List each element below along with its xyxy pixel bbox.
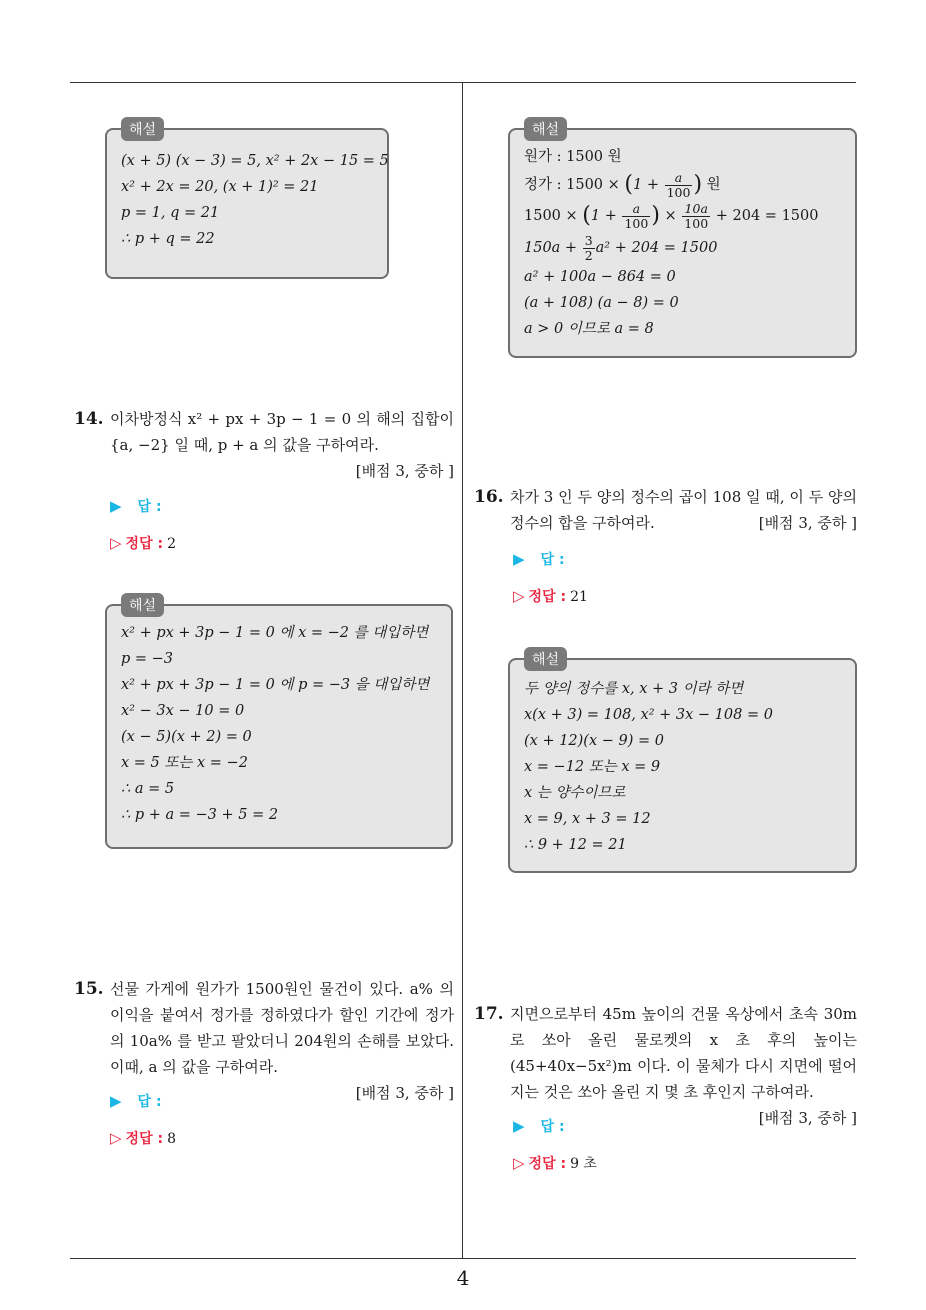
math-line: ∴ p + q = 22 — [121, 231, 215, 247]
correct-label: 정답 : — [125, 1131, 164, 1147]
math-line: 원가 : 1500 원 — [524, 149, 622, 165]
answer-prompt-17[interactable] — [513, 1116, 565, 1136]
math-line: ∴ p + a = −3 + 5 = 2 — [121, 807, 279, 823]
math-line: a > 0 이므로 a = 8 — [524, 321, 654, 337]
math-line: 정가 : 1500 × (1 + $\frac{a}{100}$ ) 원 — [524, 169, 721, 200]
math-line: p = −3 — [121, 651, 174, 667]
answer-label: 답 : — [540, 1119, 565, 1135]
explanation-tag: 해설 — [121, 593, 164, 617]
problem-number: 16. — [474, 487, 504, 507]
problem-number: 15. — [74, 979, 104, 999]
correct-value: 8 — [167, 1131, 176, 1147]
problem-14 — [74, 406, 454, 484]
math-line: (a + 108) (a − 8) = 0 — [524, 295, 679, 311]
math-line: x = 5 또는 x = −2 — [121, 755, 248, 771]
math-line: (x + 5) (x − 3) = 5, x² + 2x − 15 = 5 — [121, 153, 389, 169]
math-line: x = −12 또는 x = 9 — [524, 759, 661, 775]
explanation-box-13 — [105, 122, 389, 279]
correct-label: 정답 : — [528, 1156, 567, 1172]
correct-answer-16 — [513, 586, 588, 606]
problem-number: 17. — [474, 1004, 504, 1024]
explanation-box-15 — [508, 122, 857, 358]
top-rule — [70, 82, 856, 83]
problem-17 — [474, 1001, 857, 1131]
explanation-box-14 — [105, 598, 453, 849]
fraction: $\frac{a}{100}$ — [666, 169, 691, 200]
math-line: p = 1, q = 21 — [121, 205, 220, 221]
answer-label: 답 : — [137, 499, 162, 515]
fraction: $\frac{a}{100}$ — [624, 200, 649, 231]
fraction: $\frac{3}{2}$ — [584, 232, 593, 263]
correct-answer-14 — [110, 533, 176, 553]
correct-value: 2 — [167, 536, 176, 552]
math-line: (x + 12)(x − 9) = 0 — [524, 733, 664, 749]
math-line: x = 9, x + 3 = 12 — [524, 811, 651, 827]
fraction: $\frac{10a}{100}$ — [684, 200, 709, 231]
correct-value: 21 — [570, 589, 588, 605]
problem-16 — [474, 484, 857, 536]
math-line: ∴ a = 5 — [121, 781, 175, 797]
problem-score: [배점 3, 중하 ] — [355, 1084, 454, 1102]
correct-answer-15 — [110, 1128, 176, 1148]
math-line: a² + 100a − 864 = 0 — [524, 269, 676, 285]
bottom-rule — [70, 1258, 856, 1259]
page-number: 4 — [456, 1266, 470, 1290]
correct-value: 9 초 — [570, 1156, 597, 1172]
answer-prompt-15[interactable] — [110, 1091, 162, 1111]
outline-triangle-icon: ▷ — [513, 587, 525, 605]
answer-label: 답 : — [540, 552, 565, 568]
correct-label: 정답 : — [125, 536, 164, 552]
math-line: x² + 2x = 20, (x + 1)² = 21 — [121, 179, 319, 195]
explanation-box-16 — [508, 652, 857, 873]
play-triangle-icon: ▶ — [110, 497, 122, 515]
problem-score: [배점 3, 중하 ] — [355, 462, 454, 480]
outline-triangle-icon: ▷ — [513, 1154, 525, 1172]
math-line: x 는 양수이므로 — [524, 785, 626, 801]
problem-text: 차가 3 인 두 양의 정수의 곱이 108 일 때, 이 두 양의 정수의 합을 구하여라. — [510, 488, 857, 532]
answer-label: 답 : — [137, 1094, 162, 1110]
problem-text: 지면으로부터 45m 높이의 건물 옥상에서 초속 30m 로 쏘아 올린 물로켓의 x 초 후의 높이는 (45+40x−5x²)m 이다. 이 물체가 다시 지면에 떨어지는 것은 쏘아 올린 지 몇 초 후인지 구하여라. — [510, 1005, 857, 1101]
outline-triangle-icon: ▷ — [110, 1129, 122, 1147]
problem-15 — [74, 976, 454, 1106]
column-divider — [462, 82, 463, 1258]
math-line: x² − 3x − 10 = 0 — [121, 703, 245, 719]
math-line: ∴ 9 + 12 = 21 — [524, 837, 627, 853]
problem-text: 이차방정식 x² + px + 3p − 1 = 0 의 해의 집합이 {a, −2} 일 때, p + a 의 값을 구하여라. — [110, 410, 454, 454]
answer-prompt-14[interactable] — [110, 496, 162, 516]
problem-text: 선물 가게에 원가가 1500원인 물건이 있다. a% 의 이익을 붙여서 정가를 정하였다가 할인 기간에 정가의 10a% 를 받고 팔았더니 204원의 손해를 보았다. 이때, a 의 값을 구하여라. — [110, 980, 454, 1076]
explanation-tag: 해설 — [524, 647, 567, 671]
play-triangle-icon: ▶ — [110, 1092, 122, 1110]
math-line: x² + px + 3p − 1 = 0 에 x = −2 를 대입하면 — [121, 625, 429, 641]
problem-number: 14. — [74, 409, 104, 429]
outline-triangle-icon: ▷ — [110, 534, 122, 552]
math-line: 150a + $\frac{3}{2}$ a² + 204 = 1500 — [524, 232, 718, 263]
answer-prompt-16[interactable] — [513, 549, 565, 569]
explanation-tag: 해설 — [121, 117, 164, 141]
play-triangle-icon: ▶ — [513, 1117, 525, 1135]
correct-answer-17 — [513, 1153, 597, 1173]
play-triangle-icon: ▶ — [513, 550, 525, 568]
math-line: 두 양의 정수를 x, x + 3 이라 하면 — [524, 681, 744, 697]
math-line: x(x + 3) = 108, x² + 3x − 108 = 0 — [524, 707, 773, 723]
math-line: (x − 5)(x + 2) = 0 — [121, 729, 252, 745]
problem-score: [배점 3, 중하 ] — [758, 514, 857, 532]
correct-label: 정답 : — [528, 589, 567, 605]
math-line: x² + px + 3p − 1 = 0 에 p = −3 을 대입하면 — [121, 677, 430, 693]
math-line: 1500 × (1 + $\frac{a}{100}$ ) × $\frac{10a}{100}$ + 204 = 1500 — [524, 200, 819, 231]
explanation-tag: 해설 — [524, 117, 567, 141]
problem-score: [배점 3, 중하 ] — [758, 1109, 857, 1127]
